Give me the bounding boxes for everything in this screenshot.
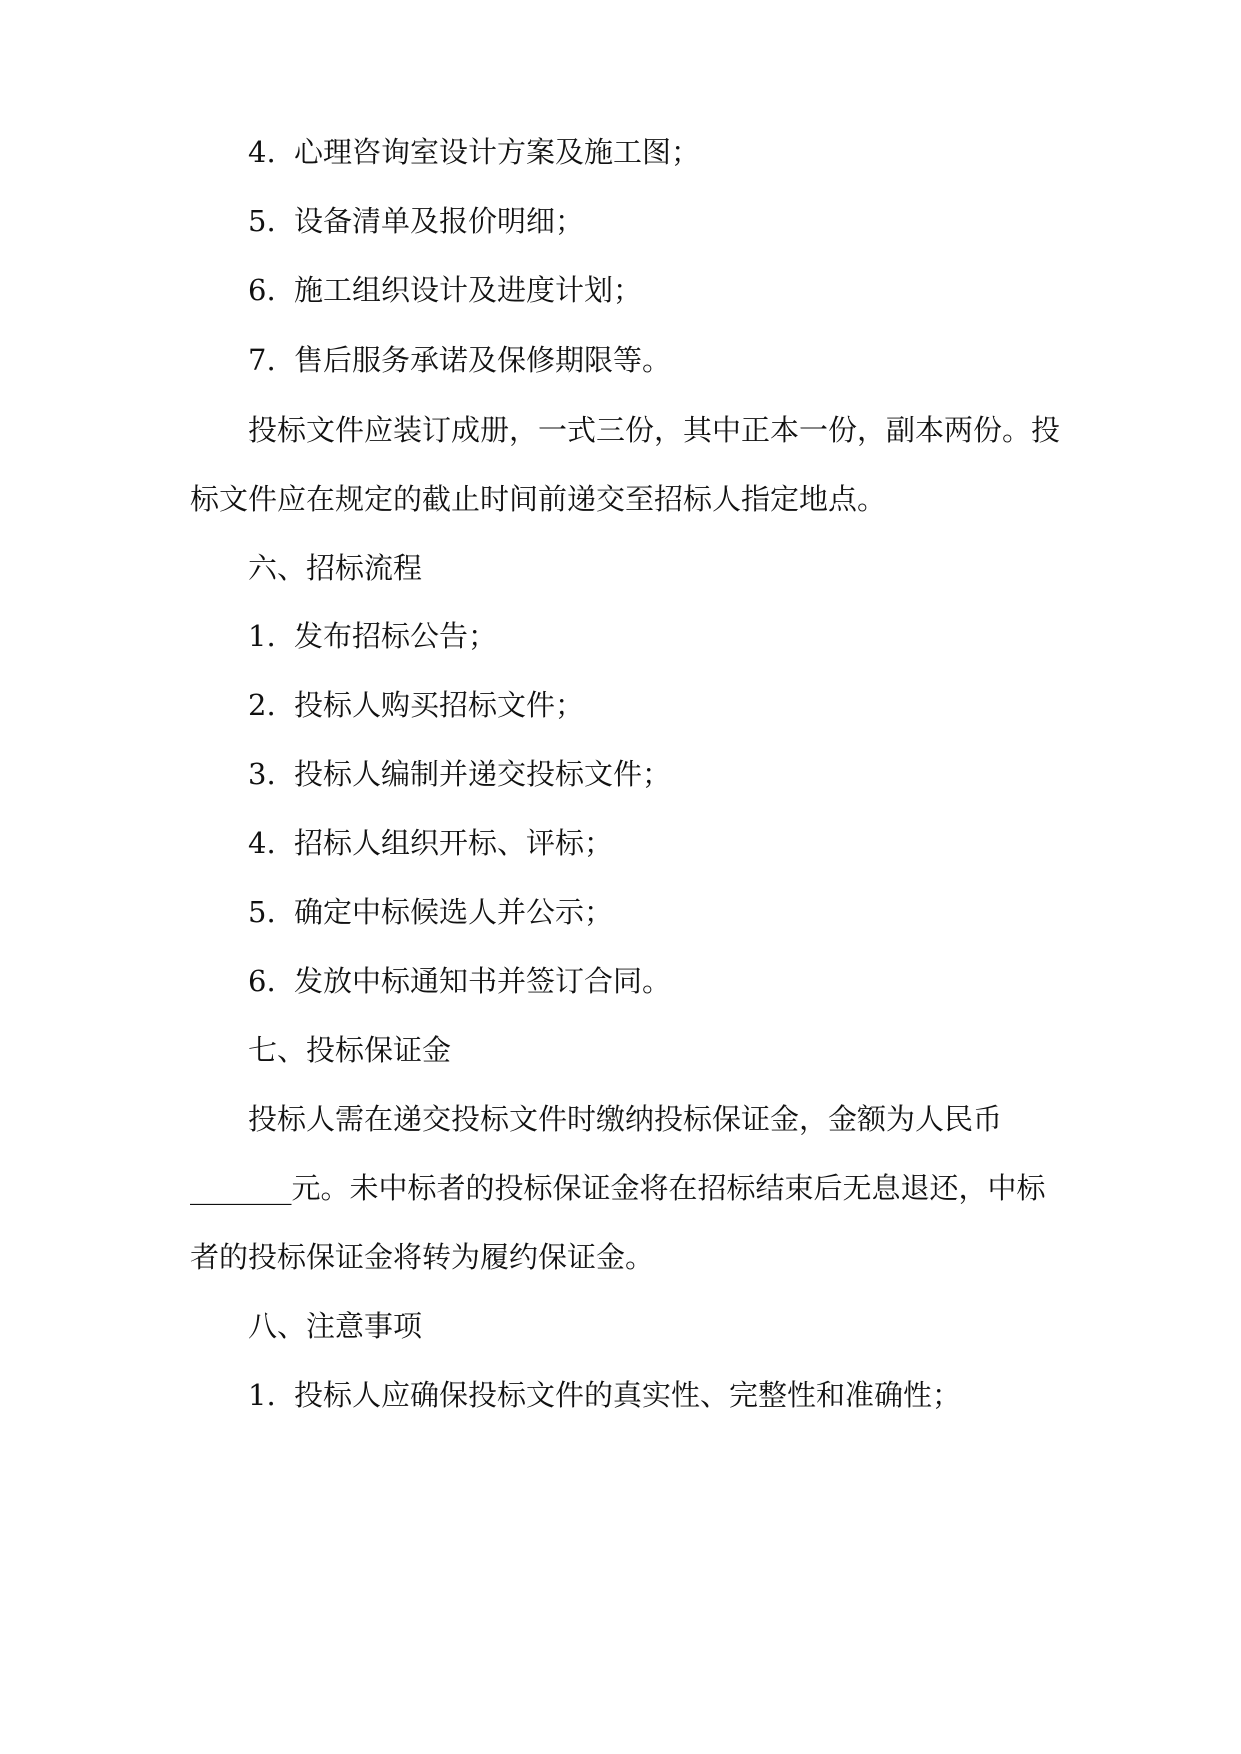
list-text: 招标人组织开标、评标； xyxy=(294,826,614,860)
paragraph-line: 投标人需在递交投标文件时缴纳投标保证金，金额为人民币 xyxy=(248,1102,1003,1136)
paragraph-line: 者的投标保证金将转为履约保证金。 xyxy=(190,1240,655,1274)
list-item xyxy=(0,685,1241,725)
section-heading: 八、注意事项 xyxy=(248,1309,423,1343)
list-item xyxy=(0,823,1241,863)
list-item xyxy=(0,1375,1241,1415)
list-text: 确定中标候选人并公示； xyxy=(294,895,614,929)
list-text: 设备清单及报价明细； xyxy=(294,204,585,238)
section-heading: 七、投标保证金 xyxy=(248,1033,452,1067)
list-text: 售后服务承诺及保修期限等。 xyxy=(294,343,672,377)
list-text: 投标人应确保投标文件的真实性、完整性和准确性； xyxy=(294,1378,962,1412)
list-item xyxy=(0,201,1241,241)
paragraph-line: _______元。未中标者的投标保证金将在招标结束后无息退还，中标 xyxy=(190,1171,1046,1205)
list-number: 6. xyxy=(248,273,276,307)
list-item xyxy=(0,754,1241,794)
list-number: 5. xyxy=(248,895,276,929)
list-text: 投标人购买招标文件； xyxy=(294,688,585,722)
list-item xyxy=(0,270,1241,310)
list-number: 4. xyxy=(248,135,276,169)
list-item xyxy=(0,892,1241,932)
list-text: 施工组织设计及进度计划； xyxy=(294,273,643,307)
list-number: 6. xyxy=(248,964,276,998)
list-text: 心理咨询室设计方案及施工图； xyxy=(294,135,701,169)
list-item xyxy=(0,961,1241,1001)
list-text: 发布招标公告； xyxy=(294,619,498,653)
list-number: 4. xyxy=(248,826,276,860)
paragraph-line: 投标文件应装订成册，一式三份，其中正本一份，副本两份。投 xyxy=(248,413,1061,447)
list-item xyxy=(0,616,1241,656)
list-number: 1. xyxy=(248,619,276,653)
list-number: 5. xyxy=(248,204,276,238)
paragraph-line: 标文件应在规定的截止时间前递交至招标人指定地点。 xyxy=(190,482,887,516)
list-text: 投标人编制并递交投标文件； xyxy=(294,757,672,791)
list-text: 发放中标通知书并签订合同。 xyxy=(294,964,672,998)
list-number: 2. xyxy=(248,688,276,722)
list-number: 7. xyxy=(248,343,276,377)
list-item xyxy=(0,340,1241,380)
list-number: 3. xyxy=(248,757,276,791)
list-number: 1. xyxy=(248,1378,276,1412)
section-heading: 六、招标流程 xyxy=(248,551,423,585)
list-item xyxy=(0,132,1241,172)
